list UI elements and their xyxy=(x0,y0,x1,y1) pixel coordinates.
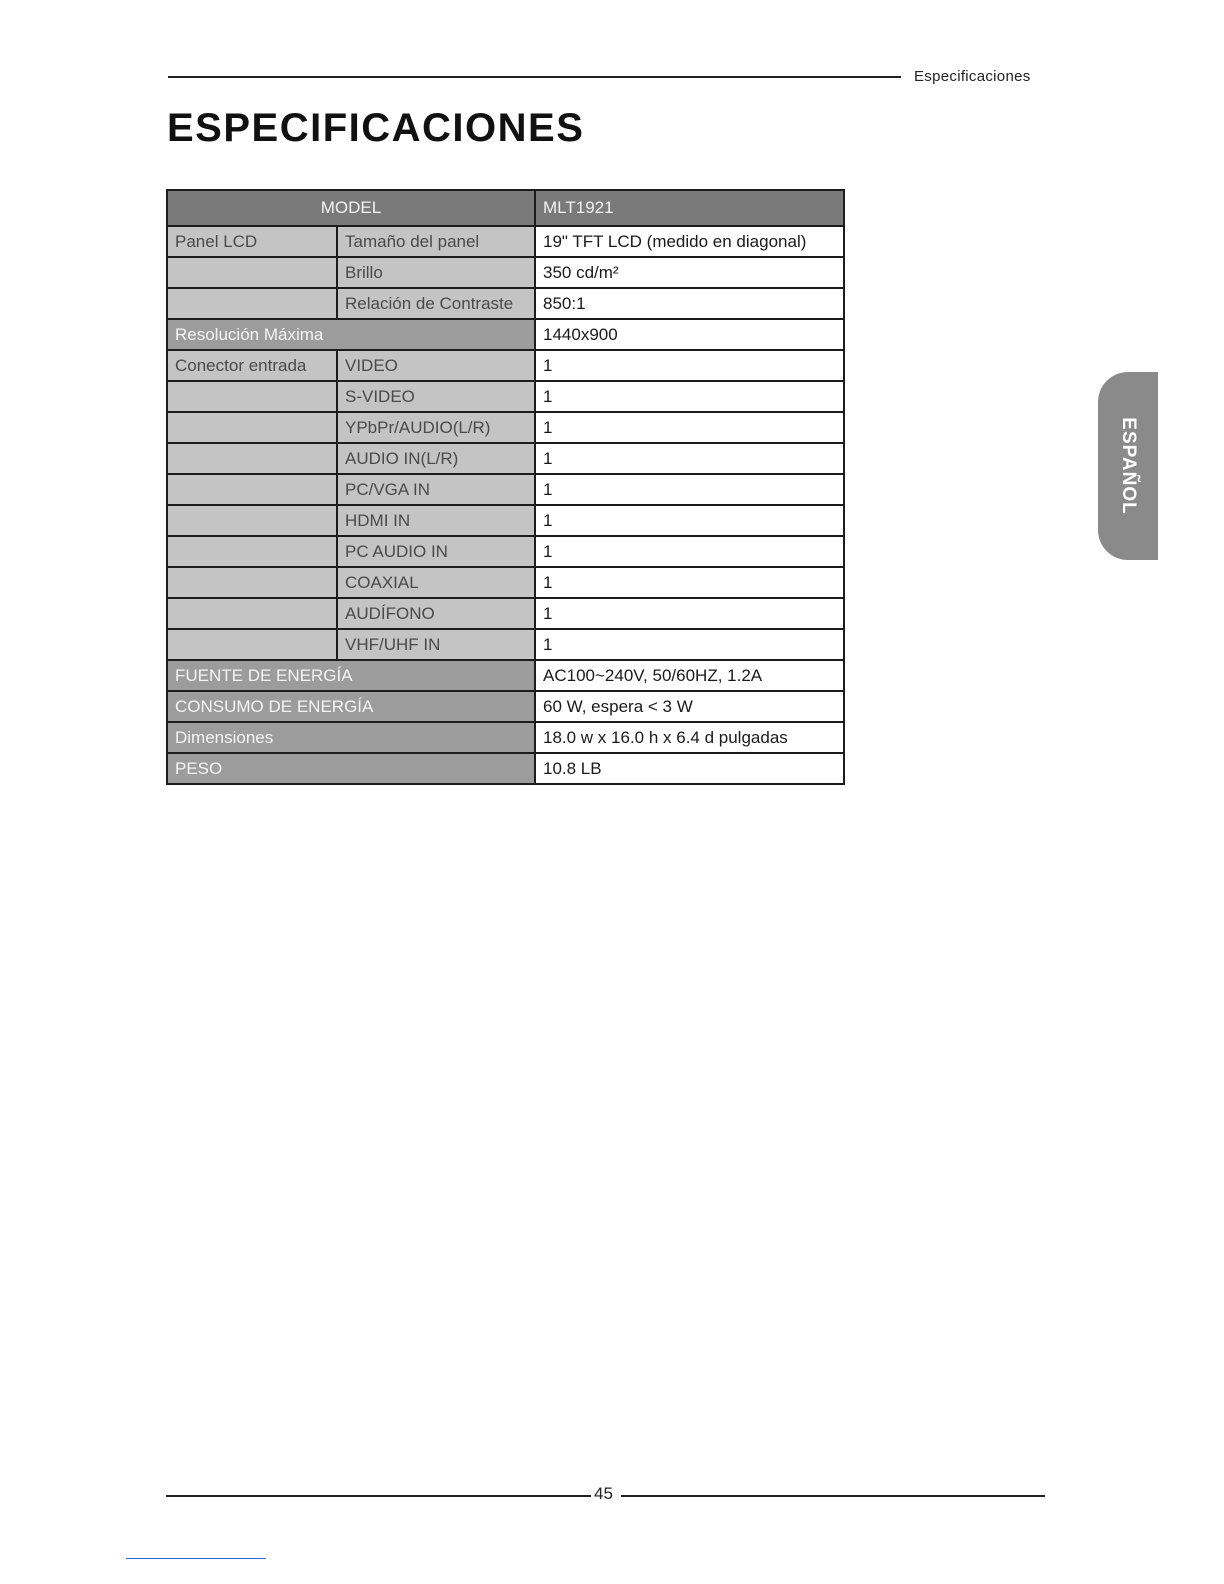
spec-value: 1 xyxy=(535,443,844,474)
table-row xyxy=(167,257,844,288)
spec-value: 1 xyxy=(535,536,844,567)
spec-label: YPbPr/AUDIO(L/R) xyxy=(337,412,535,443)
running-header: Especificaciones xyxy=(914,68,1031,85)
table-row xyxy=(167,412,844,443)
table-row xyxy=(167,319,844,350)
table-row xyxy=(167,443,844,474)
spec-label: Tamaño del panel xyxy=(337,226,535,257)
spec-group: Panel LCD xyxy=(167,226,337,257)
table-row xyxy=(167,505,844,536)
model-value: MLT1921 xyxy=(535,190,844,226)
spec-group xyxy=(167,567,337,598)
spec-value: 1 xyxy=(535,567,844,598)
table-row xyxy=(167,567,844,598)
table-row xyxy=(167,753,844,784)
model-header: MODEL xyxy=(167,190,535,226)
spec-value: 1 xyxy=(535,505,844,536)
table-header-row xyxy=(167,190,844,226)
spec-group xyxy=(167,443,337,474)
footer-rule-right xyxy=(621,1495,1045,1497)
spec-group xyxy=(167,629,337,660)
spec-value: 850:1 xyxy=(535,288,844,319)
spec-label: VHF/UHF IN xyxy=(337,629,535,660)
table-row xyxy=(167,629,844,660)
table-row xyxy=(167,381,844,412)
spec-value: 19" TFT LCD (medido en diagonal) xyxy=(535,226,844,257)
spec-label: COAXIAL xyxy=(337,567,535,598)
spec-value: 1 xyxy=(535,350,844,381)
spec-label: Relación de Contraste xyxy=(337,288,535,319)
spec-value: AC100~240V, 50/60HZ, 1.2A xyxy=(535,660,844,691)
spec-group: Conector entrada xyxy=(167,350,337,381)
spec-label: Dimensiones xyxy=(167,722,535,753)
spec-label: CONSUMO DE ENERGÍA xyxy=(167,691,535,722)
spec-group xyxy=(167,257,337,288)
table-row xyxy=(167,722,844,753)
spec-group xyxy=(167,381,337,412)
spec-value: 1 xyxy=(535,381,844,412)
spec-value: 10.8 LB xyxy=(535,753,844,784)
spec-label: VIDEO xyxy=(337,350,535,381)
spec-group xyxy=(167,536,337,567)
footer-rule-left xyxy=(166,1495,591,1497)
spec-value: 1 xyxy=(535,598,844,629)
spec-label: FUENTE DE ENERGÍA xyxy=(167,660,535,691)
spec-group xyxy=(167,412,337,443)
spec-value: 1 xyxy=(535,629,844,660)
table-row xyxy=(167,288,844,319)
spec-label: HDMI IN xyxy=(337,505,535,536)
spec-label: Brillo xyxy=(337,257,535,288)
spec-label: S-VIDEO xyxy=(337,381,535,412)
spec-group xyxy=(167,288,337,319)
spec-group xyxy=(167,474,337,505)
spec-value: 1 xyxy=(535,412,844,443)
table-row xyxy=(167,474,844,505)
spec-label: PESO xyxy=(167,753,535,784)
page-number: 45 xyxy=(594,1484,613,1503)
spec-label: Resolución Máxima xyxy=(167,319,535,350)
spec-value: 18.0 w x 16.0 h x 6.4 d pulgadas xyxy=(535,722,844,753)
spec-label: AUDIO IN(L/R) xyxy=(337,443,535,474)
table-row xyxy=(167,691,844,722)
spec-label: PC/VGA IN xyxy=(337,474,535,505)
table-row xyxy=(167,350,844,381)
spec-value: 1440x900 xyxy=(535,319,844,350)
spec-label: AUDÍFONO xyxy=(337,598,535,629)
table-row xyxy=(167,598,844,629)
page-title: ESPECIFICACIONES xyxy=(167,106,585,150)
spec-value: 350 cd/m² xyxy=(535,257,844,288)
spec-value: 60 W, espera < 3 W xyxy=(535,691,844,722)
bottom-mark xyxy=(126,1558,266,1559)
spec-value: 1 xyxy=(535,474,844,505)
table-row xyxy=(167,536,844,567)
spec-label: PC AUDIO IN xyxy=(337,536,535,567)
table-row xyxy=(167,226,844,257)
spec-table xyxy=(166,189,845,785)
spec-group xyxy=(167,598,337,629)
language-side-tab xyxy=(1098,372,1158,560)
spec-group xyxy=(167,505,337,536)
table-row xyxy=(167,660,844,691)
header-rule xyxy=(168,76,901,78)
side-tab-label: ESPAÑOL xyxy=(1118,417,1139,515)
